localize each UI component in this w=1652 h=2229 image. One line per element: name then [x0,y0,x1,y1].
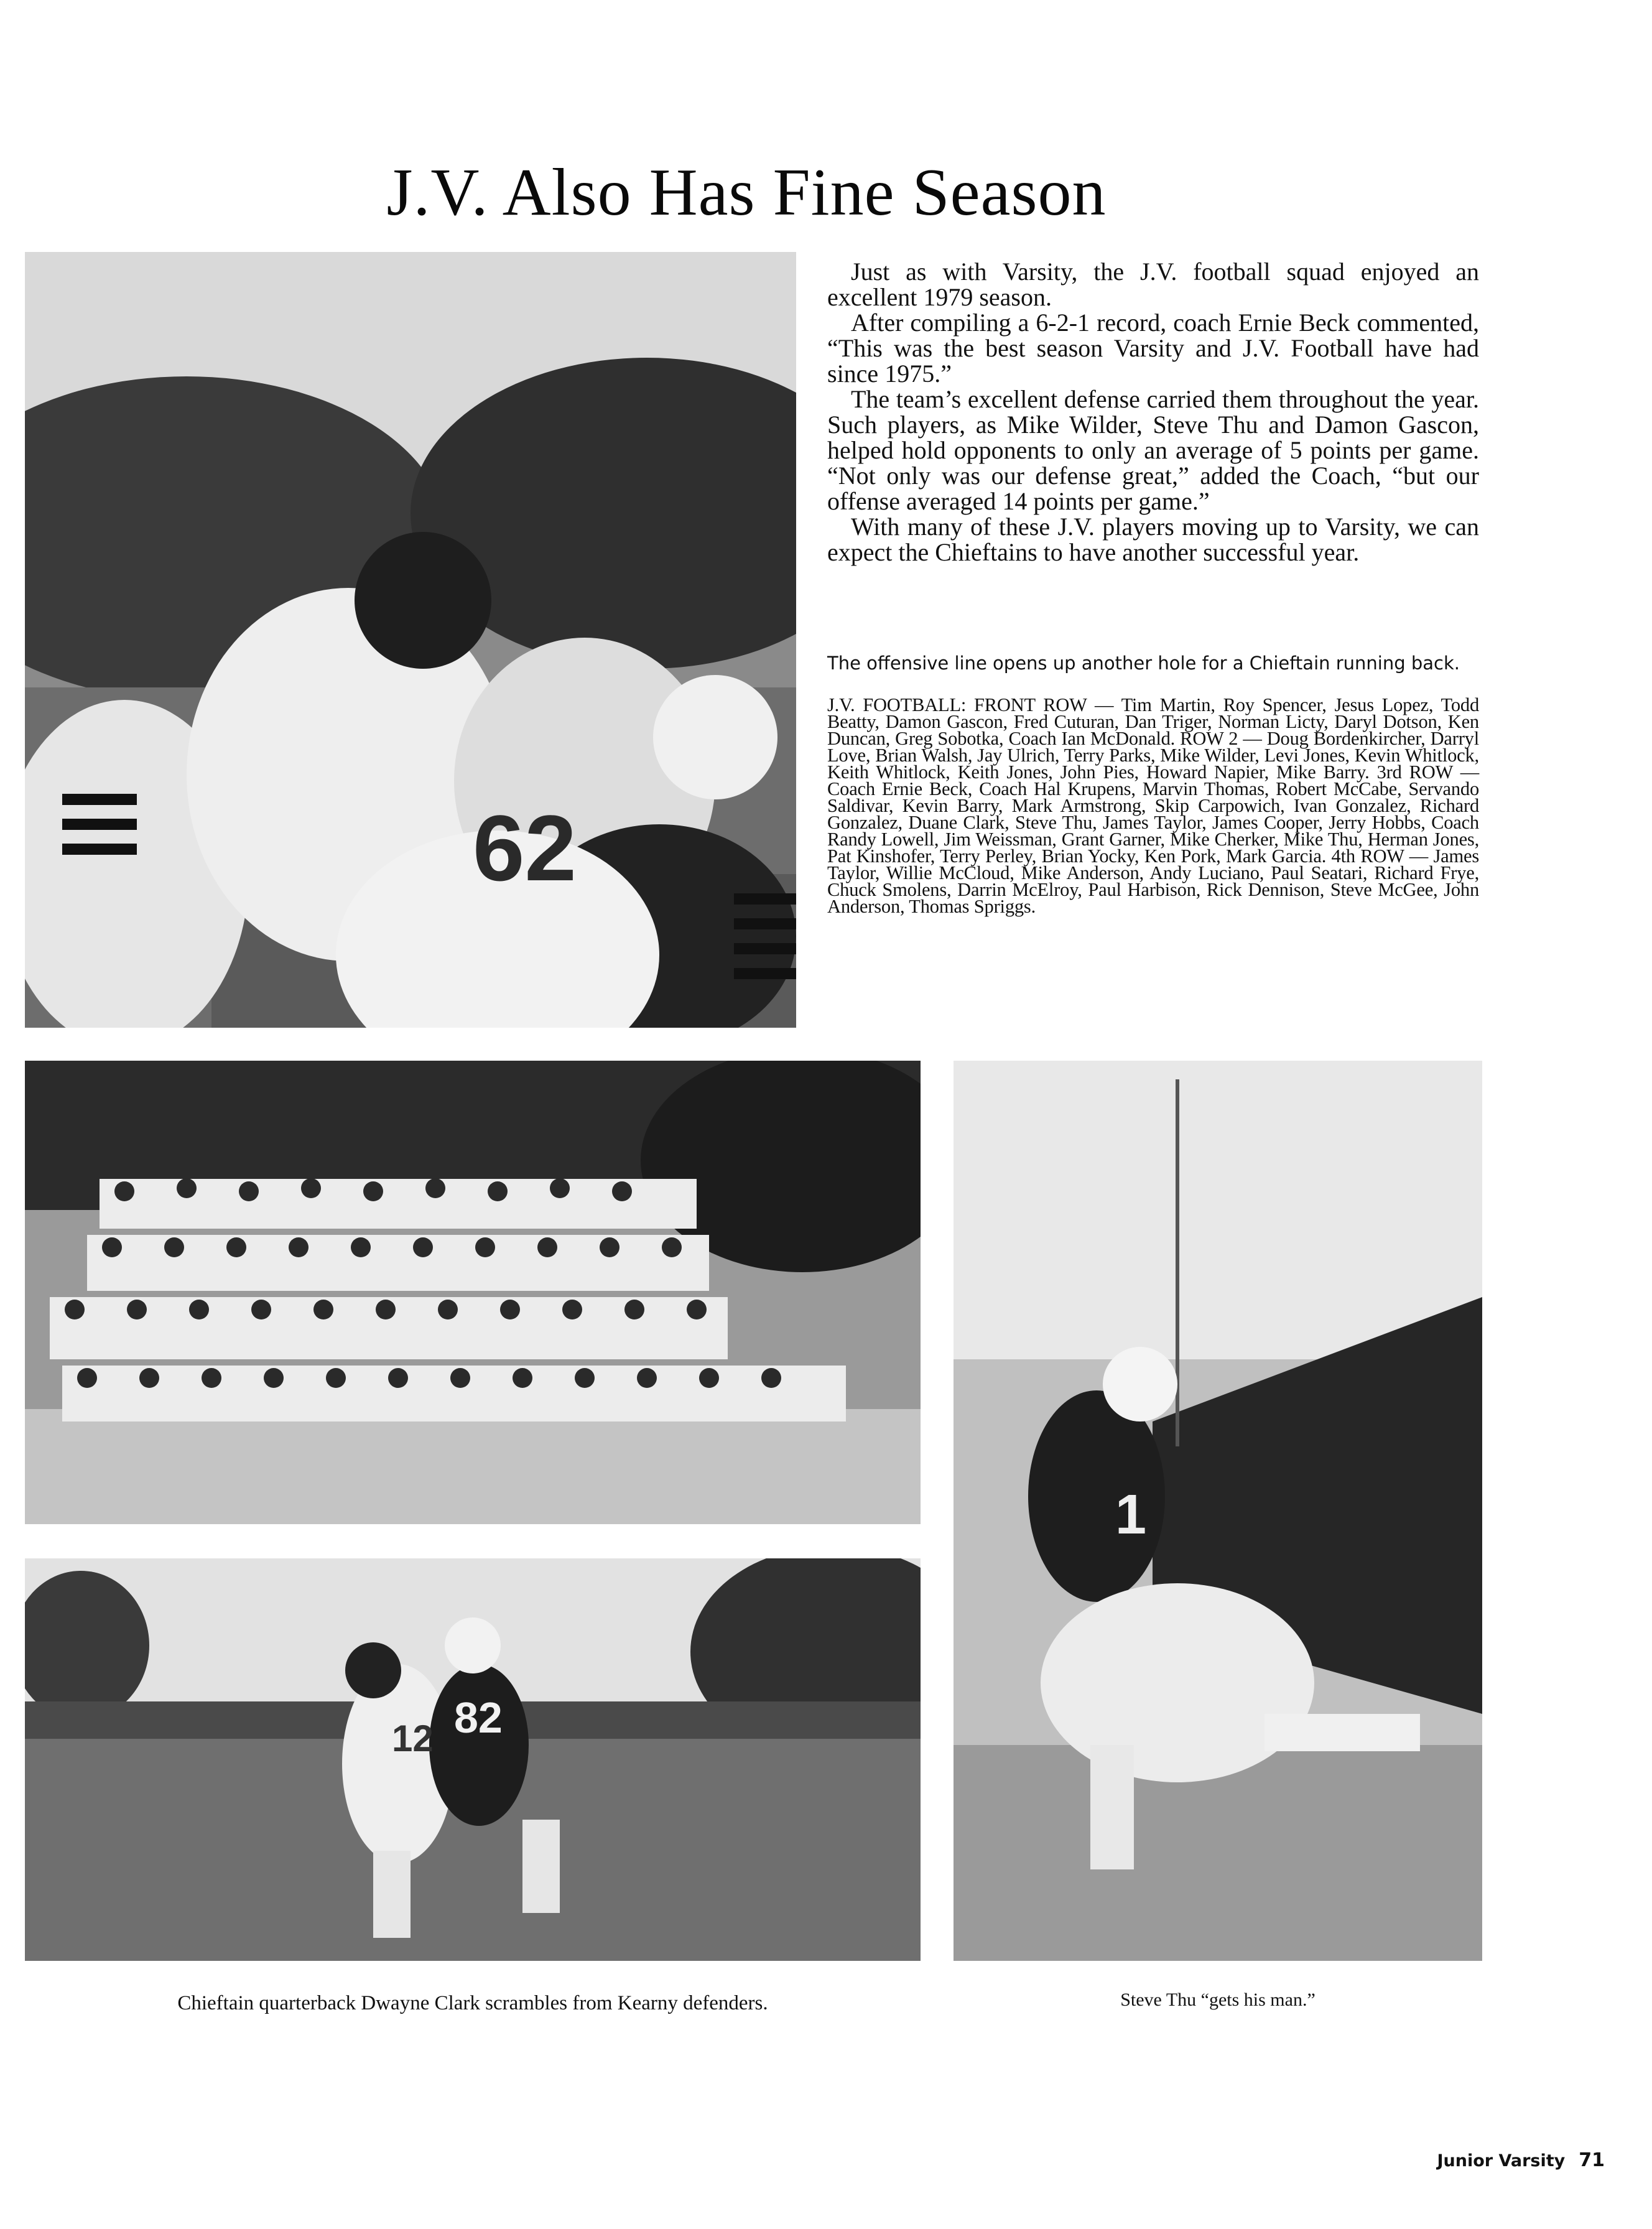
offensive-line-photo [25,252,796,1028]
jersey-number: 62 [473,796,577,900]
story-paragraph: The team’s excellent defense carried them throughout the year. Such players, as Mike Wilder, Steve Thu and Damon Gascon, helped hold opponents to only an average of 5 points per game. “Not only was our defense great,” added the Coach, “but our offense averaged 14 points per game.” [827,385,1479,515]
page-title: J.V. Also Has Fine Season [386,156,1107,230]
story-paragraph: Just as with Varsity, the J.V. football squad enjoyed an excellent 1979 season. [827,258,1479,311]
page-footer [1437,2149,1605,2171]
tackle-caption: Steve Thu “gets his man.” [1120,1989,1316,2010]
story-body [827,259,1479,565]
offensive-line-caption: The offensive line opens up another hole for a Chieftain running back. [827,653,1460,674]
team-roster-caption: J.V. FOOTBALL: FRONT ROW — Tim Martin, Roy Spencer, Jesus Lopez, Todd Beatty, Damon Gascon, Fred Cuturan, Dan Triger, Norman Licty, Daryl Dotson, Ken Duncan, Greg Sobotka, Coach Ian McDonald. ROW 2 — Doug Bordenkircher, Darryl Love, Brian Walsh, Jay Ulrich, Terry Parks, Mike Wilder, Levi Jones, Kevin Whitlock, Keith Whitlock, Keith Jones, John Pies, Howard Napier, Mike Barry. 3rd ROW — Coach Ernie Beck, Coach Hal Krupens, Marvin Thomas, Robert McCabe, Servando Saldivar, Kevin Barry, Mark Armstrong, Skip Carpowich, Ivan Gonzalez, Richard Gonzalez, Duane Clark, Steve Thu, James Taylor, James Cooper, Jerry Hobbs, Coach Randy Lowell, Jim Weissman, Grant Garner, Mike Cherker, Mike Thu, Herman Jones, Pat Kinshofer, Terry Perley, Brian Yocky, Ken Pork, Mark Garcia. 4th ROW — James Taylor, Willie McCloud, Mike Anderson, Andy Luciano, Paul Seatari, Richard Frye, Chuck Smolens, Darrin McElroy, Paul Harbison, Rick Dennison, Steve McGee, John Anderson, Thomas Spriggs. [827,694,1479,917]
quarterback-photo [25,1558,921,1961]
jersey-number: 12 [392,1718,434,1759]
team-group-photo [25,1061,921,1524]
jersey-number: 1 [1115,1484,1147,1546]
page-number: 71 [1579,2149,1605,2171]
jersey-number: 82 [454,1693,503,1742]
story-paragraph: With many of these J.V. players moving up to Varsity, we can expect the Chieftains to have another successful year. [827,513,1479,566]
quarterback-caption: Chieftain quarterback Dwayne Clark scrambles from Kearny defenders. [177,1992,768,2014]
story-paragraph: After compiling a 6-2-1 record, coach Ernie Beck commented, “This was the best season Varsity and J.V. Football have had since 1975.” [827,309,1479,388]
footer-section-label: Junior Varsity [1437,2151,1566,2171]
tackle-photo [954,1061,1482,1961]
